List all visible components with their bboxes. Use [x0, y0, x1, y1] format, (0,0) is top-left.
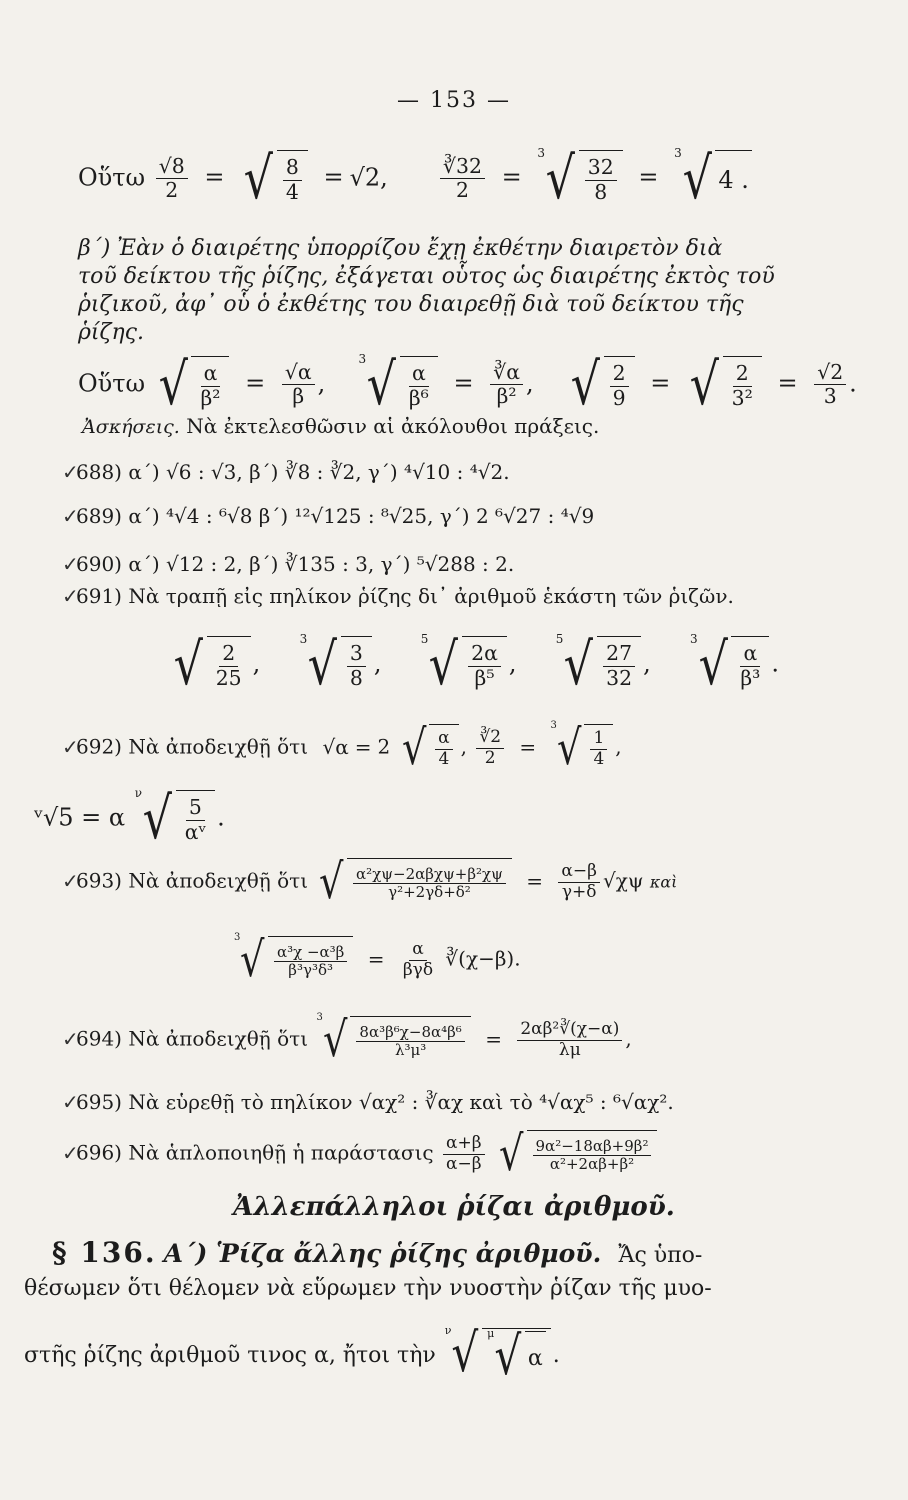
fraction: $\frac{∛32}{2}$: [440, 155, 485, 203]
radical: μ √ α: [487, 1331, 546, 1384]
exercises-title: Ἀσκήσεις.: [82, 416, 180, 438]
section-136-line-2: θέσωμεν ὅτι θέλομεν νὰ εὕρωμεν τὴν νυοστὴν ῥίζαν τῆς μυο-: [24, 1276, 712, 1301]
exercise-689: ✓689) α΄) ⁴√4 : ⁶√8 β΄) ¹²√125 : ⁸√25, γ΄) 2 ⁶√27 : ⁴√9: [62, 504, 595, 528]
radical: 3 √ $\frac{3}{8}$: [300, 636, 372, 694]
exercise-691: ✓691) Νὰ τραπῇ εἰς πηλίκον ῥίζης δι᾽ ἀριθμοῦ ἑκάστη τῶν ῥιζῶν.: [62, 584, 734, 608]
equation-line-2: Οὕτω √ $\frac{\alpha}{\text{β²}}$ = $\frac{√\alpha}{\beta}$ , 3 √ $\frac{\alpha}{\text{β⁶}}$ = $\frac{∛\alpha}{\text{β²}}$ , √ $\frac{2}{9}$ = √ $\frac{2}{\text{3²}}$ = $\frac{√2}{3}$ .: [78, 351, 857, 418]
section-136-line-1: [52, 1236, 702, 1269]
radical: 3 √ $\frac{\text{8α³β⁶χ−8α⁴β⁶}}{\text{λ³μ³}}$: [316, 1016, 470, 1064]
exercise-688: ✓688) α΄) √6 : √3, β΄) ∛8 : ∛2, γ΄) ⁴√10 : ⁴√2.: [62, 460, 510, 484]
intro-word: Οὕτω: [78, 369, 146, 398]
radical: 3 √ $\frac{\text{α³χ −α³β}}{\text{β³γ³δ³}}$: [234, 936, 353, 984]
rule-text: β΄) Ἐὰν ὁ διαιρέτης ὑπορρίζου ἔχῃ ἐκθέτην διαιρετὸν διὰ: [78, 236, 723, 261]
intro-word: Οὕτω: [78, 163, 146, 192]
fraction: $\frac{\alpha-\beta}{\gamma+\delta}$: [558, 862, 600, 902]
fraction: $\frac{∛\alpha}{\text{β²}}$: [490, 361, 523, 409]
radical: √ $\frac{\text{9α²−18αβ+9β²}}{\text{α²+2αβ+β²}}$: [496, 1130, 658, 1178]
fraction: $\frac{√\alpha}{\beta}$: [282, 361, 315, 409]
handwritten-note: ᵛ√5 = α ν √ $\frac{5}{\text{αᵛ}}$ .: [34, 785, 225, 852]
exercise-692: ✓692) Νὰ ἀποδειχθῇ ὅτι √α = 2 √ $\frac{\alpha}{4}$ , $\frac{∛2}{2}$ = 3 √ $\frac{1}{4}$ ,: [62, 720, 622, 776]
radical: √ $\frac{\alpha}{4}$: [399, 724, 459, 772]
rule-text: τοῦ δείκτου τῆς ῥίζης, ἐξάγεται οὗτος ὡς διαιρέτης ἐκτὸς τοῦ: [78, 264, 775, 289]
fraction: $\frac{√2}{3}$: [814, 361, 846, 409]
equation-line-1: Οὕτω $\frac{√8}{2}$ = √ $\frac{8}{4}$ = √2, $\frac{∛32}{2}$ = 3 √ $\frac{32}{8}$ = 3 √ 4 .: [78, 150, 754, 208]
exercises-text: Νὰ ἐκτελεσθῶσιν αἱ ἀκόλουθοι πράξεις.: [186, 414, 600, 438]
radical: √ $\frac{2}{9}$: [567, 356, 635, 414]
exercise-693: ✓693) Νὰ ἀποδειχθῇ ὅτι √ $\frac{\text{α²χψ−2αβχψ+β²χψ}}{\text{γ²+2γδ+δ²}}$ = $\frac{\alpha-\beta}{\gamma+\delta}$ √χψ καὶ: [62, 854, 678, 910]
radical: 3 √ 4 .: [674, 150, 752, 208]
radical: 5 √ $\frac{27}{32}$: [556, 636, 641, 694]
exercise-690: ✓690) α΄) √12 : 2, β΄) ∛135 : 3, γ΄) ⁵√288 : 2.: [62, 552, 515, 576]
section-number: § 136.: [52, 1236, 157, 1269]
radical: 3 √ $\frac{32}{8}$: [537, 150, 622, 208]
exercises-heading: [82, 414, 599, 438]
radical: 5 √ $\frac{2\alpha}{\text{β⁵}}$: [421, 636, 507, 694]
rule-text: ῥιζικοῦ, ἀφ᾽ οὗ ὁ ἐκθέτης του διαιρεθῇ διὰ τοῦ δείκτου τῆς: [78, 292, 744, 317]
radical: √ $\frac{\alpha}{\text{β²}}$: [155, 356, 230, 414]
rule-text: ῥίζης.: [78, 320, 144, 345]
radical: 3 √ $\frac{1}{4}$: [551, 724, 614, 772]
radical: 3 √ $\frac{\alpha}{\text{β⁶}}$: [359, 356, 438, 414]
exercise-696: ✓696) Νὰ ἁπλοποιηθῇ ἡ παράστασις $\frac{\alpha+\beta}{\alpha-\beta}$ √ $\frac{\text{9α²−18αβ+9β²}}{\text{α²+2αβ+β²}}$: [62, 1130, 659, 1178]
radical: √ $\frac{8}{4}$: [240, 150, 308, 208]
fraction: $\frac{\alpha}{\text{βγδ}}$: [402, 938, 434, 980]
section-heading: Ἀλλεπάλληλοι ῥίζαι ἀριθμοῦ.: [233, 1192, 675, 1222]
page-number: — 153 —: [397, 88, 511, 113]
radical: ν √ μ √ α: [445, 1328, 551, 1384]
section-text: Ἄς ὑπο-: [618, 1243, 703, 1268]
radical: √ $\frac{2}{\text{3²}}$: [686, 356, 762, 414]
exercise-691-radicals: √ $\frac{2}{25}$ , 3 √ $\frac{3}{8}$ , 5 √ $\frac{2\alpha}{\text{β⁵}}$ , 5 √ $\frac{27}{32}$ , 3 √ $\frac{\alpha}{\text{β³}}$ .: [168, 636, 779, 694]
fraction: $\frac{\text{2αβ²∛(χ−α)}}{\lambda\mu}$: [517, 1020, 622, 1060]
section-title: Α΄) Ῥίζα ἄλλης ῥίζης ἀριθμοῦ.: [163, 1239, 602, 1268]
fraction: $\frac{√8}{2}$: [156, 155, 188, 203]
exercise-695: ✓695) Νὰ εὑρεθῇ τὸ πηλίκον √αχ² : ∛αχ καὶ τὸ ⁴√αχ⁵ : ⁶√αχ².: [62, 1090, 674, 1114]
fraction: $\frac{\alpha+\beta}{\alpha-\beta}$: [443, 1134, 485, 1174]
radical: √ $\frac{\text{α²χψ−2αβχψ+β²χψ}}{\text{γ²+2γδ+δ²}}$: [316, 858, 511, 906]
section-136-line-3: στῆς ῥίζης ἀριθμοῦ τινος α, ἤτοι τὴν ν √ μ √ α .: [24, 1323, 560, 1387]
radical: ν √ $\frac{5}{\text{αᵛ}}$: [135, 790, 215, 848]
radical: 3 √ $\frac{\alpha}{\text{β³}}$: [690, 636, 769, 694]
radical: √ $\frac{2}{25}$: [170, 636, 251, 694]
exercise-694: ✓694) Νὰ ἀποδειχθῇ ὅτι 3 √ $\frac{\text{8α³β⁶χ−8α⁴β⁶}}{\text{λ³μ³}}$ = $\frac{\text{2αβ²∛(χ−α)}}{\lambda\mu}$ ,: [62, 1012, 632, 1068]
fraction: $\frac{∛2}{2}$: [476, 728, 504, 768]
exercise-693-second: 3 √ $\frac{\text{α³χ −α³β}}{\text{β³γ³δ³}}$ = $\frac{\alpha}{\text{βγδ}}$ ∛(χ−β).: [234, 932, 521, 988]
